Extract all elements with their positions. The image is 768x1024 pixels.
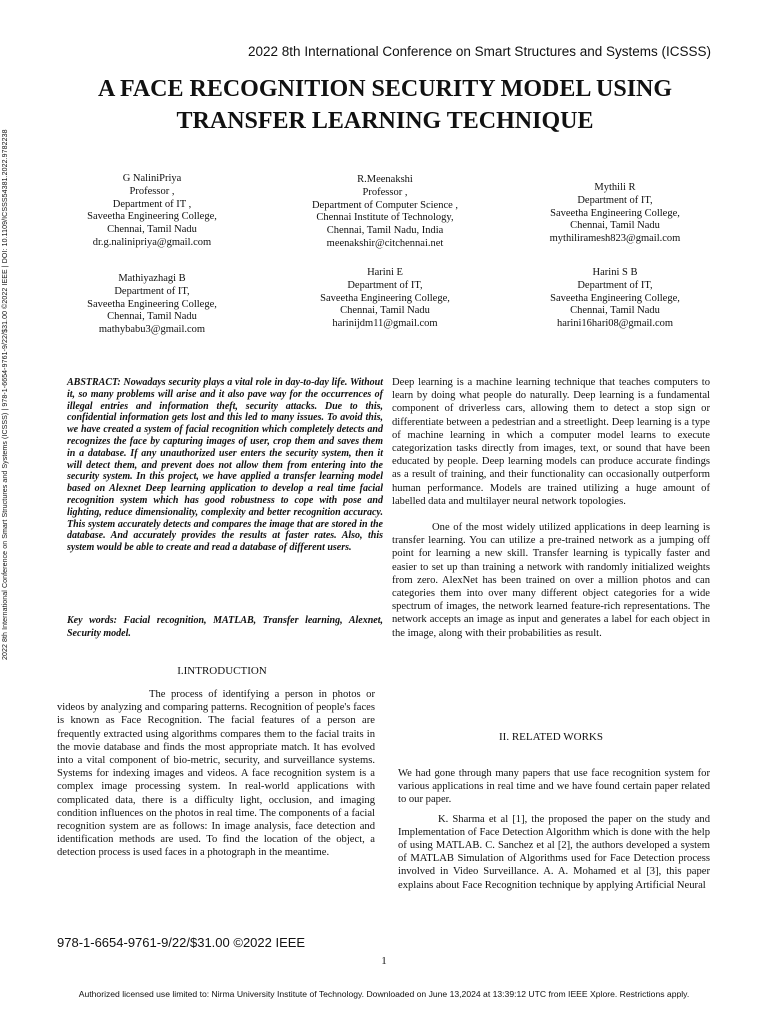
related-paragraph-2: K. Sharma et al [1], the proposed the paper on the study and Implementation of Face Detection Algorithm which is done with the help of using MATLAB. C. Sanchez et al [2], the authors developed a system of MATLAB Simulation of Algorithms used for Face Detection process involved in Video Surveillance. A. A. Mohamed et al [3], this paper explains about Face Recognition technique by applying Artificial Neural — [398, 813, 710, 891]
author-block-4: Mathiyazhagi B Department of IT, Saveetha Engineering College, Chennai, Tamil Nadu mathybabu3@gmail.com — [87, 273, 217, 336]
author-block-5: Harini E Department of IT, Saveetha Engineering College, Chennai, Tamil Nadu harinijdm11@gmail.com — [320, 267, 450, 330]
abstract: ABSTRACT: Nowadays security plays a vital role in day-to-day life. Without it, so many problems will arise and it also pave way for the occurrences of illegal entries and information theft, security attacks. Due to this, confidential information gets lost and this led to many issues. To avoid this, we have created a system of facial recognition which completely detects and recognizes the face by capturing images of user, crop them and saves them in a database. If any unauthorized user enters the security system, then it will detect them, and prevent does not allow them from entering into the security system. In this project, we have applied a transfer learning model based on Alexnet Deep learning application to develop a real time facial recognition system which has good robustness to cope with pose and lighting, reduce dimensionality, complexity and better recognition accuracy. This system accurately detects and compares the image that are stored in the database. And accurately provides the results at faster rates. Also, this system would be able to create and read a database of different users. — [67, 377, 383, 554]
isbn-copyright: 978-1-6654-9761-9/22/$31.00 ©2022 IEEE — [57, 935, 306, 950]
author-block-2: R.Meenakshi Professor , Department of Computer Science , Chennai Institute of Technology, Chennai, Tamil Nadu, India meenakshir@citchennai.net — [311, 174, 459, 249]
page-number: 1 — [381, 955, 387, 967]
related-paragraph-1: We had gone through many papers that use face recognition system for various applications in real time and we have found certain paper related to our paper. — [398, 768, 710, 806]
introduction-column — [57, 688, 375, 860]
right-column — [392, 376, 710, 640]
title-line-2: TRANSFER LEARNING TECHNIQUE — [176, 108, 594, 134]
paper-title — [40, 73, 730, 137]
transfer-learning-paragraph: One of the most widely utilized applications in deep learning is transfer learning. You can utilize a pre-trained network as a jumping off point for learning a new skill. Transfer learning is typically faster and easier to set up than training a network with randomly initialized weights from zero. AlexNet has been trained on over a million photos and can categories them into over many different object categories for a wide spectrum of images, the network learned feature-rich representations. The network accepts an image as input and generates a label for each object in the image, along with their probabilities as result. — [392, 522, 710, 639]
section-heading-related-works: II. RELATED WORKS — [499, 731, 603, 743]
conference-header: 2022 8th International Conference on Smart Structures and Systems (ICSSS) — [248, 44, 711, 59]
author-block-6: Harini S B Department of IT, Saveetha Engineering College, Chennai, Tamil Nadu harini16hari08@gmail.com — [550, 267, 680, 330]
deep-learning-paragraph: Deep learning is a machine learning technique that teaches computers to learn by doing what people do naturally. Deep learning is a fundamental component of driverless cars, allowing them to detect a stop sign or differentiate between a pedestrian and a streetlight. Deep learning is a type of machine learning in which a computer model learns to execute categorization tasks directly from images, text, or sound that have been educated by people. Deep learning models can produce accurate findings as a result of training, and their functionality can occasionally outperform human performance. Models are trained utilizing a huge amount of labelled data and multilayer neural network topologies. — [392, 377, 710, 507]
license-footer: Authorized licensed use limited to: Nirma University Institute of Technology. Downloaded on June 13,2024 at 13:39:12 UTC from IEEE Xplore. Restrictions apply. — [78, 989, 690, 999]
section-heading-introduction: I.INTRODUCTION — [177, 665, 267, 677]
doi-sidebar: 2022 8th International Conference on Smart Structures and Systems (ICSSS) | 978-1-6654-9761-9/22/$31.00 ©2022 IEEE | DOI: 10.1109/ICSSS54381.2022.9782238 — [2, 129, 9, 660]
author-block-1: G NaliniPriya Professor , Department of IT , Saveetha Engineering College, Chennai, Tamil Nadu dr.g.nalinipriya@gmail.com — [87, 173, 217, 248]
keywords: Key words: Facial recognition, MATLAB, Transfer learning, Alexnet, Security model. — [67, 615, 383, 639]
title-line-1: A FACE RECOGNITION SECURITY MODEL USING — [97, 76, 673, 102]
intro-paragraph: The process of identifying a person in photos or videos by analyzing and comparing patterns. Recognition of people's faces is known as Face Recognition. The facial features of a person are frequently extracted using algorithms compares them to the facial traits in the movie database and finds the most appropriate match. It has evolved into a vital component of bio-metric, security, and surveillance systems. Systems for indexing images and videos. A face recognition system is a complex image processing system. In real-world applications with complicated data, there is a difficulty light, occlusion, and imaging condition influences on the photos in real time. The components of a facial recognition system are as follows: In image analysis, face detection and identification methods are used. To find the location of the object, a detection process is used faces in a photograph in the meantime. — [57, 689, 375, 859]
author-block-3: Mythili R Department of IT, Saveetha Engineering College, Chennai, Tamil Nadu mythiliramesh823@gmail.com — [549, 182, 681, 245]
related-works-column — [398, 767, 710, 892]
